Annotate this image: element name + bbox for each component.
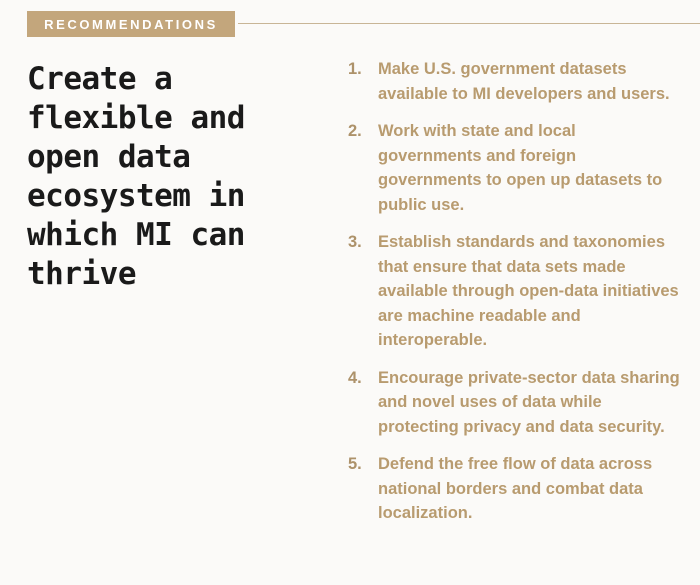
list-item (340, 366, 680, 440)
list-item-text: Defend the free flow of data across national borders and combat data localization. (378, 455, 653, 522)
list-item-text: Encourage private-sector data sharing and novel uses of data while protecting privacy and data security. (378, 368, 680, 436)
list-item-number: 1. (348, 60, 362, 78)
list-item-text: Work with state and local governments and foreign governments to open up datasets to public use. (378, 122, 663, 214)
section-banner (27, 11, 235, 37)
list-item-number: 5. (348, 455, 362, 473)
list-item (340, 57, 680, 106)
list-item (340, 119, 680, 217)
list-item-number: 3. (348, 233, 362, 251)
list-item-text: Establish standards and taxonomies that ensure that data sets made available through open-data initiatives are machine readable and interoperable. (378, 233, 679, 349)
divider-line (238, 23, 700, 24)
section-banner-label: RECOMMENDATIONS (44, 16, 218, 32)
list-item-number: 2. (348, 122, 362, 140)
recommendations-list (340, 57, 680, 539)
list-item-number: 4. (348, 368, 362, 387)
list-item (340, 452, 680, 526)
page-headline: Create a flexible and open data ecosystem in which MI can thrive (27, 61, 245, 292)
list-item-text: Make U.S. government datasets available to MI developers and users. (378, 60, 670, 103)
list-item (340, 230, 680, 353)
